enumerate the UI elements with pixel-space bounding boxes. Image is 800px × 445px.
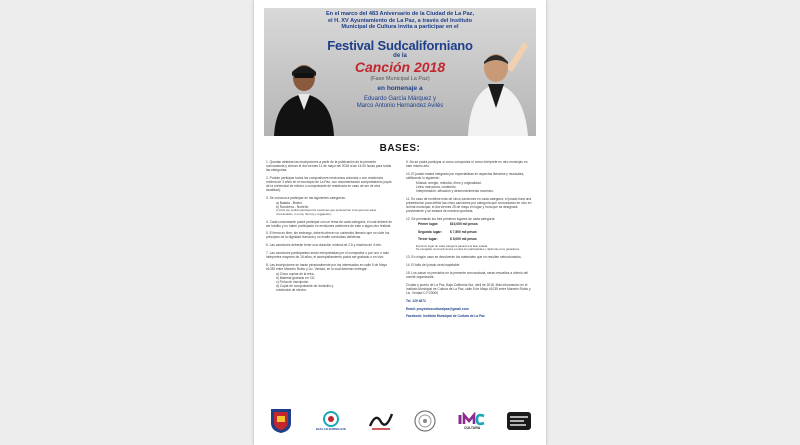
festival-de-la: de la [393,53,407,59]
prize-row [406,230,534,234]
prize-label: Segundo lugar: [418,229,442,234]
prize-value: $10,000 mil pesos [450,221,478,226]
base-subitem: credencial de elector. [276,288,307,293]
homenaje-label: en homenaje a [377,85,423,92]
festival-fase: (Fase Municipal La Paz) [370,76,430,82]
prize-label: Tercer lugar: [418,237,438,242]
festival-cancion: Canción 2018 [354,59,446,75]
imc-logo-text: CULTURA [464,426,481,430]
base-item: 9. No se podrá participar si como compositor ni como intérprete en otro municipio en este mismo año. [406,160,528,169]
base-subitem: Música: arreglo, melodía, ritmo y originalidad. [416,180,482,185]
prize-value: $ 5,000 mil pesos [450,237,477,242]
crest-icon [270,408,292,434]
honoree-name: Marco Antonio Hernández Avilés [356,103,444,109]
bases-left-column [266,160,394,292]
sponsor-logos [266,406,534,436]
closing-text: Ciudad y puerto de La Paz, Baja California Sur, abril de 2018. Más información en el Instituto Municipal de Cultura de La Paz, calle 5 de Mayo #1035 entre Marcelo Rubio y Lic. Verdad C.P.23000 [406,282,531,295]
intro-text [264,11,536,31]
base-subitem: a) Balada - Bolero [276,200,303,205]
base-subitem: c) Libre (se podrán participar las canciones que pertenezcan a los géneros antes mencionados, ni a rap, hip hop y reggaetón). [276,208,377,216]
base-item: 3. Se convoca a participar en las siguientes categorías: [266,195,346,200]
bases-title: BASES: [379,143,421,154]
base-item: 1. Quedan abiertas las inscripciones a partir de la publicación de la presente convocatoria y cierran el día viernes 11 de mayo del 2018 a las 14:00 horas para todas las categorías. [266,160,392,173]
contact-phone: Tel. 129 4872 [406,298,426,303]
fiestas-logo [504,407,534,435]
bcs-emblem-icon [322,411,340,427]
base-item: 6. Las canciones deberán tener una duración mínima de 2.5 y máxima de 4 min. [266,243,382,248]
base-item: 14. El fallo del jurado será inapelable. [406,263,461,268]
base-subitem: b) Material grabado en CD. [276,275,316,280]
base-subitem: d) Copia de comprobante de domicilio y [276,284,334,289]
base-subitem: Letra: estructura, contenido. [416,185,457,190]
calligraphy-logo-icon [368,410,394,432]
bcs-logo-text: BAJA CALIFORNIA SUR [315,428,346,431]
imc-cultura-logo [455,407,489,435]
base-item: 7. Las canciones participantes serán interpretadas por el compositor o por uno o más intérpretes mayores de 16 años, el acompañamiento podrá ser grabado o en vivo. [266,250,389,259]
prize-value: $ 7,500 mil pesos [450,229,477,234]
base-subitem: b) Ranchera - Norteño [276,205,309,210]
bcs-logo [311,407,351,435]
base-subitem: a) Cinco copias de la letra. [276,271,315,276]
contact-email: Email: proyectosculturalpaz@gmail.com [406,306,469,311]
base-item: 13. En ningún caso se devolverán los materiales que no resulten seleccionados. [406,255,522,260]
intro-line: el H. XV Ayuntamiento de La Paz, a través del Instituto [327,17,473,24]
festival-title: Festival Sudcaliforniano [327,38,473,53]
festival-badge-icon [506,410,532,432]
honorees [264,96,536,110]
ayuntamiento-logo [266,407,296,435]
contact-facebook: Facebook: Instituto Municipal de Cultura de La Paz [406,314,485,319]
seal-logo [410,407,440,435]
base-item: 8. Las inscripciones se harán personalmente por los interesados en calle 5 de Mayo #1035 entre Marcelo Rubio y Lic. Verdad, en lo cual deberán entregar: [266,262,388,271]
honoree-name: Eduardo García Márquez y [363,96,437,102]
base-item: 12. Se premiarán los tres primeros lugares de cada categoría: [406,216,496,221]
script-logo [366,407,396,435]
poster [254,0,546,445]
imc-icon [458,412,486,426]
prize-note: El primer lugar de cada categoría pasará a la fase estatal. [416,243,488,248]
prize-row [406,222,534,226]
hero-banner [264,8,536,136]
intro-line: Municipal de Cultura invita a participar en el [341,24,459,31]
base-subitem: Interpretación: afinación y desenvolvimiento escénico. [416,189,494,194]
bases-right-column [406,160,534,322]
base-subitem: c) Ficha de inscripción. [276,279,310,284]
base-item: 10. El jurado estará integrado por especialistas en aspectos literarios y musicales, calificando lo siguiente: [406,171,525,180]
prize-note: Se otorgarán reconocimientos a todos los participantes y diplomas a los ganadores. [416,247,520,252]
intro-line: En el marco del 483 Aniversario de la Ciudad de La Paz, [325,11,475,17]
prize-label: Primer lugar: [418,221,439,226]
base-item: 5. El tema es libre, sin embargo, deberá ofrecer un contenido literario que no viole los principios de la dignidad humana y no exalte conductas delictivas. [266,231,390,240]
base-item: 2. Podrán participar todos los compositores mexicanos oriundos o con residencia mínima de 3 años en el municipio de La Paz, con documentación comprobatoria (copia de la credencial de elector o comprobante de residencia en caso de ser de otra localidad). [266,175,392,193]
base-item: 11. En caso de recibirse más de cinco canciones en cada categoría, el jurado hará una preselección para definir las cinco canciones por categoría que concursarán en vivo en la final municipal, el día viernes 25 de mayo en lugar y hora que se designará previamente y se avisará de manera oportuna. [406,196,532,214]
seal-icon [413,409,437,433]
prize-row [406,237,534,241]
base-item: 4. Cada concursante podrá participar con un tema de cada categoría, el cual deberá de ser inédito y no haber participado en emisiones anteriores de este o algún otro festival. [266,219,392,228]
base-item: 15. Los casos no previstos en la presente convocatoria, serán resueltos a criterio del comité organizador. [406,270,528,279]
